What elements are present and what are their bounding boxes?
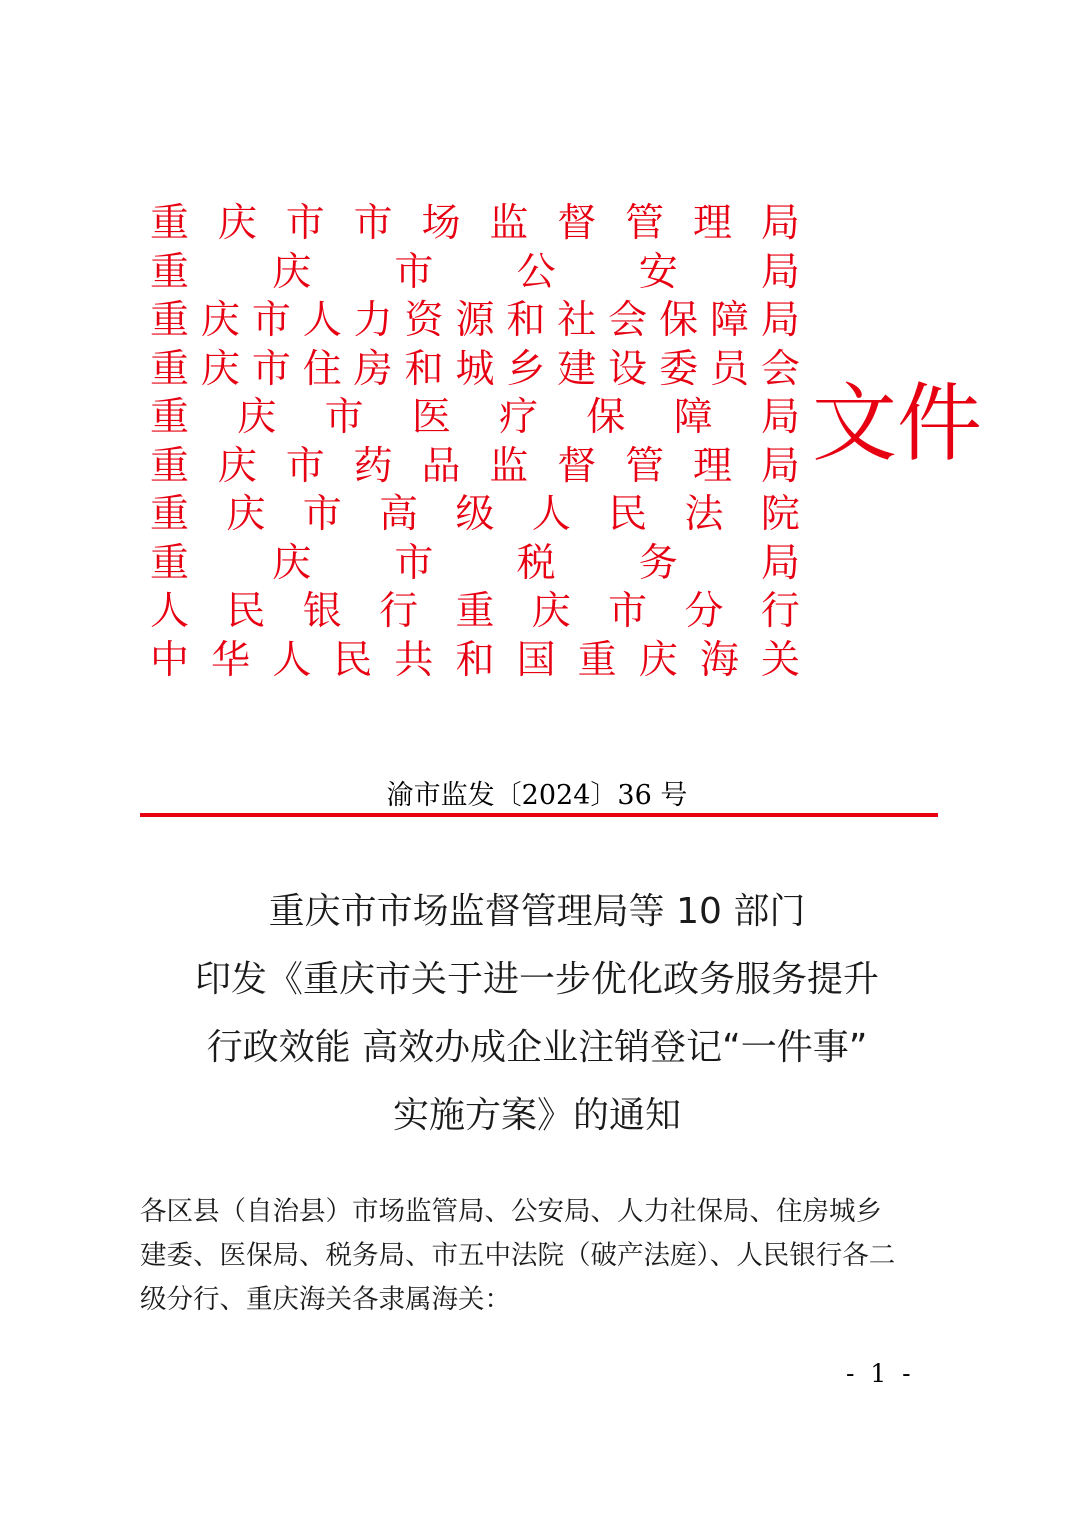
issuer-char: 级	[455, 492, 495, 538]
issuer-char: 安	[638, 249, 678, 295]
issuer-row-public-security	[150, 249, 800, 298]
issuer-char: 保	[659, 298, 699, 344]
issuer-char: 局	[760, 298, 800, 344]
issuer-char: 督	[557, 443, 597, 489]
issuer-char: 督	[557, 201, 597, 247]
issuer-char: 保	[586, 395, 626, 441]
issuer-char: 庆	[272, 249, 312, 295]
issuer-row-market-supervision	[150, 200, 800, 249]
issuer-char: 庆	[200, 346, 240, 392]
issuer-char: 行	[379, 589, 419, 635]
issuer-char: 设	[608, 346, 648, 392]
issuer-char: 会	[760, 346, 800, 392]
addressee-paragraph	[140, 1190, 940, 1322]
red-divider-line	[140, 813, 938, 817]
issuer-char: 市	[394, 540, 434, 586]
issuer-char: 共	[394, 637, 434, 683]
issuer-char: 局	[760, 540, 800, 586]
issuer-char: 房	[353, 346, 393, 392]
addressee-line: 建委、医保局、税务局、市五中法院（破产法庭）、人民银行各二	[140, 1240, 896, 1271]
issuer-char: 人	[272, 637, 312, 683]
issuer-char: 源	[455, 298, 495, 344]
issuer-char: 和	[404, 346, 444, 392]
issuer-char: 理	[693, 201, 733, 247]
issuer-char: 银	[302, 589, 342, 635]
issuer-char: 重	[150, 540, 190, 586]
document-number: 渝市监发〔2024〕36 号	[386, 780, 688, 811]
issuer-char: 乡	[506, 346, 546, 392]
issuer-char: 人	[150, 589, 190, 635]
issuer-char: 疗	[499, 395, 539, 441]
issuer-char: 中	[150, 637, 190, 683]
issuer-char: 市	[608, 589, 648, 635]
issuer-char: 重	[577, 637, 617, 683]
issuer-char: 庆	[226, 492, 266, 538]
issuer-char: 障	[673, 395, 713, 441]
issuer-char: 人	[531, 492, 571, 538]
issuer-char: 庆	[638, 637, 678, 683]
issuer-char: 医	[411, 395, 451, 441]
issuer-row-human-resources	[150, 297, 800, 346]
issuer-char: 力	[353, 298, 393, 344]
issuer-char: 市	[324, 395, 364, 441]
issuer-char: 市	[394, 249, 434, 295]
issuer-char: 委	[659, 346, 699, 392]
issuer-list	[150, 200, 800, 685]
issuer-char: 民	[333, 637, 373, 683]
issuer-char: 局	[760, 249, 800, 295]
issuer-char: 社	[557, 298, 597, 344]
issuer-char: 住	[302, 346, 342, 392]
issuer-char: 市	[285, 443, 325, 489]
issuer-char: 管	[625, 443, 665, 489]
issuer-char: 建	[557, 346, 597, 392]
issuer-row-tax-bureau	[150, 540, 800, 589]
document-label: 文件	[812, 375, 983, 474]
issuer-char: 市	[302, 492, 342, 538]
issuer-char: 员	[709, 346, 749, 392]
issuer-char: 资	[404, 298, 444, 344]
issuer-char: 重	[150, 249, 190, 295]
issuer-char: 民	[226, 589, 266, 635]
issuer-char: 庆	[237, 395, 277, 441]
issuer-char: 障	[709, 298, 749, 344]
issuer-char: 和	[455, 637, 495, 683]
issuer-char: 行	[760, 589, 800, 635]
issuer-char: 重	[150, 443, 190, 489]
issuer-char: 重	[150, 395, 190, 441]
issuer-char: 庆	[531, 589, 571, 635]
issuer-char: 重	[150, 492, 190, 538]
issuer-char: 市	[251, 346, 291, 392]
issuer-char: 城	[455, 346, 495, 392]
issuer-char: 庆	[272, 540, 312, 586]
issuer-char: 和	[506, 298, 546, 344]
issuer-char: 药	[353, 443, 393, 489]
issuer-char: 人	[302, 298, 342, 344]
issuer-char: 会	[608, 298, 648, 344]
issuer-char: 高	[379, 492, 419, 538]
issuer-char: 分	[684, 589, 724, 635]
issuer-char: 局	[760, 395, 800, 441]
issuer-char: 局	[760, 201, 800, 247]
issuer-char: 市	[353, 201, 393, 247]
issuer-char: 监	[489, 201, 529, 247]
issuer-char: 公	[516, 249, 556, 295]
issuer-char: 重	[455, 589, 495, 635]
issuer-char: 庆	[200, 298, 240, 344]
issuer-char: 品	[421, 443, 461, 489]
addressee-line: 级分行、重庆海关各隶属海关：	[140, 1284, 511, 1315]
issuer-char: 国	[516, 637, 556, 683]
issuer-char: 庆	[217, 443, 257, 489]
document-title	[0, 878, 1074, 1150]
issuer-char: 关	[760, 637, 800, 683]
issuer-char: 海	[699, 637, 739, 683]
issuer-char: 税	[516, 540, 556, 586]
issuer-row-peoples-bank	[150, 588, 800, 637]
issuer-char: 院	[760, 492, 800, 538]
issuer-char: 管	[625, 201, 665, 247]
issuer-row-medical-security	[150, 394, 800, 443]
issuer-row-housing-construction	[150, 346, 800, 395]
addressee-line: 各区县（自治县）市场监管局、公安局、人力社保局、住房城乡	[140, 1196, 882, 1227]
issuer-char: 理	[693, 443, 733, 489]
title-line: 重庆市市场监督管理局等 10 部门	[268, 891, 806, 932]
title-line: 印发《重庆市关于进一步优化政务服务提升	[194, 959, 879, 1000]
issuer-char: 法	[684, 492, 724, 538]
title-line: 行政效能 高效办成企业注销登记“一件事”	[206, 1027, 868, 1068]
issuer-row-customs	[150, 637, 800, 686]
issuer-char: 市	[251, 298, 291, 344]
issuer-char: 场	[421, 201, 461, 247]
page-number: - 1 -	[846, 1359, 911, 1388]
issuer-row-drug-administration	[150, 443, 800, 492]
issuer-char: 局	[760, 443, 800, 489]
issuer-char: 华	[211, 637, 251, 683]
issuer-char: 重	[150, 346, 190, 392]
issuer-char: 监	[489, 443, 529, 489]
issuer-char: 市	[285, 201, 325, 247]
issuer-char: 民	[608, 492, 648, 538]
issuer-char: 庆	[217, 201, 257, 247]
issuer-char: 重	[150, 201, 190, 247]
title-line: 实施方案》的通知	[392, 1095, 681, 1136]
issuer-char: 务	[638, 540, 678, 586]
issuer-row-high-court	[150, 491, 800, 540]
issuer-char: 重	[150, 298, 190, 344]
